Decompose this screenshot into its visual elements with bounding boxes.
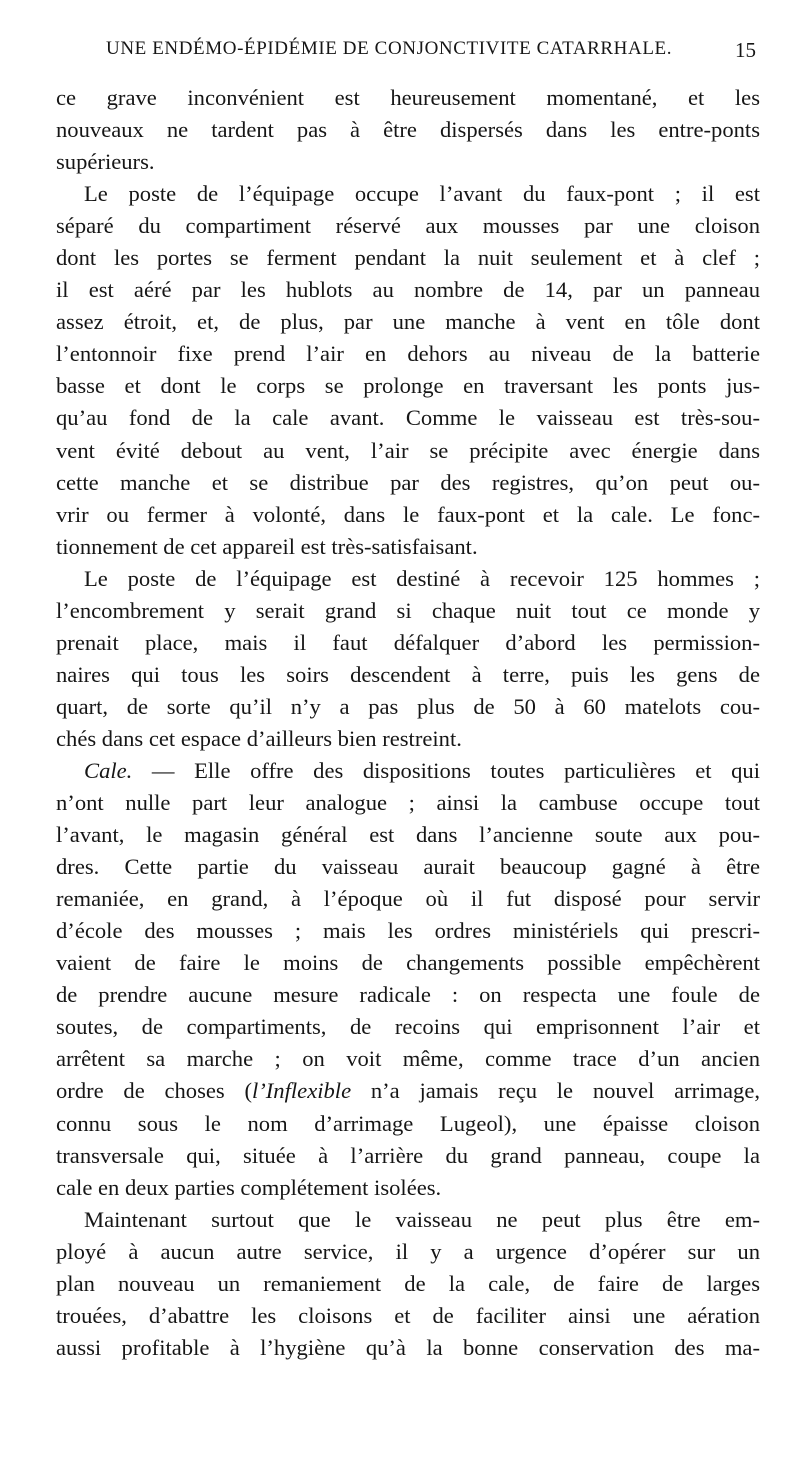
text-line: vrir ou fermer à volonté, dans le faux-pont et la cale. Le fonc- [56, 501, 760, 527]
text-line: vent évité debout au vent, l’air se précipite avec énergie dans [56, 437, 760, 463]
text-line: basse et dont le corps se prolonge en traversant les ponts jus- [56, 373, 760, 399]
text-line: dres. Cette partie du vaisseau aurait beaucoup gagné à être [56, 854, 760, 880]
text-line: assez étroit, et, de plus, par une manche à vent en tôle dont [56, 309, 760, 335]
running-title: UNE ENDÉMO-ÉPIDÉMIE DE CONJONCTIVITE CATARRHALE. [106, 38, 673, 59]
section-run-in-heading: Cale. [84, 757, 133, 783]
text-line: cette manche et se distribue par des registres, qu’on peut ou- [56, 469, 760, 495]
text-line: trouées, d’abattre les cloisons et de faciliter ainsi une aération [56, 1302, 760, 1328]
text-line: l’avant, le magasin général est dans l’ancienne soute aux pou- [56, 822, 760, 848]
text-line: remaniée, en grand, à l’époque où il fut disposé pour servir [56, 886, 760, 912]
text-line: qu’au fond de la cale avant. Comme le vaisseau est très-sou- [56, 405, 760, 431]
text-line: l’encombrement y serait grand si chaque nuit tout ce monde y [56, 597, 760, 623]
text-line: il est aéré par les hublots au nombre de 14, par un panneau [56, 277, 760, 303]
text-line: n’ont nulle part leur analogue ; ainsi la cambuse occupe tout [56, 790, 760, 816]
text-line: nouveaux ne tardent pas à être dispersés dans les entre-ponts [56, 117, 760, 143]
paragraph-2 [56, 178, 760, 563]
body-text [56, 82, 760, 1364]
text-run: ordre de choses ( [56, 1078, 252, 1104]
text-line: naires qui tous les soirs descendent à terre, puis les gens de [56, 661, 760, 687]
page-number: 15 [735, 38, 756, 62]
text-line: Maintenant surtout que le vaisseau ne peut plus être em- [84, 1206, 760, 1232]
text-line: soutes, de compartiments, de recoins qui emprisonnent l’air et [56, 1014, 760, 1040]
text-line [56, 1075, 760, 1107]
text-line: cale en deux parties complétement isolées. [56, 1174, 442, 1200]
text-line: quart, de sorte qu’il n’y a pas plus de 50 à 60 matelots cou- [56, 693, 760, 719]
text-line: dont les portes se ferment pendant la nuit seulement et à clef ; [56, 245, 760, 271]
paragraph-5 [56, 1204, 760, 1364]
text-line: tionnement de cet appareil est très-satisfaisant. [56, 533, 478, 559]
text-line: ce grave inconvénient est heureusement momentané, et les [56, 85, 760, 110]
ship-name: l’Inflexible [251, 1078, 352, 1104]
paragraph-3 [56, 563, 760, 755]
text-line: Le poste de l’équipage occupe l’avant du faux-pont ; il est [84, 181, 760, 207]
text-line: Le poste de l’équipage est destiné à recevoir 125 hommes ; [84, 565, 760, 591]
text-line: de prendre aucune mesure radicale : on respecta une foule de [56, 982, 760, 1008]
text-line: vaient de faire le moins de changements possible empêchèrent [56, 950, 760, 976]
text-line: l’entonnoir fixe prend l’air en dehors au niveau de la batterie [56, 341, 760, 367]
paragraph-1 [56, 82, 760, 178]
running-header [56, 28, 756, 68]
text-line: chés dans cet espace d’ailleurs bien restreint. [56, 725, 462, 751]
text-line: d’école des mousses ; mais les ordres ministériels qui prescri- [56, 918, 760, 944]
text-line [56, 755, 760, 787]
text-line: arrêtent sa marche ; on voit même, comme trace d’un ancien [56, 1046, 760, 1072]
text-line: plan nouveau un remaniement de la cale, de faire de larges [56, 1270, 760, 1296]
paragraph-4 [56, 755, 760, 1204]
text-run: — Elle offre des dispositions toutes particulières et qui [132, 757, 760, 783]
text-line: prenait place, mais il faut défalquer d’abord les permission- [56, 629, 760, 655]
text-line: séparé du compartiment réservé aux mousses par une cloison [56, 213, 760, 239]
text-run: n’a jamais reçu le nouvel arrimage, [351, 1078, 760, 1104]
text-line: transversale qui, située à l’arrière du grand panneau, coupe la [56, 1142, 760, 1168]
text-line: aussi profitable à l’hygiène qu’à la bonne conservation des ma- [56, 1334, 760, 1360]
text-line: ployé à aucun autre service, il y a urgence d’opérer sur un [56, 1238, 760, 1264]
text-line: connu sous le nom d’arrimage Lugeol), une épaisse cloison [56, 1110, 760, 1136]
text-line: supérieurs. [56, 149, 155, 175]
